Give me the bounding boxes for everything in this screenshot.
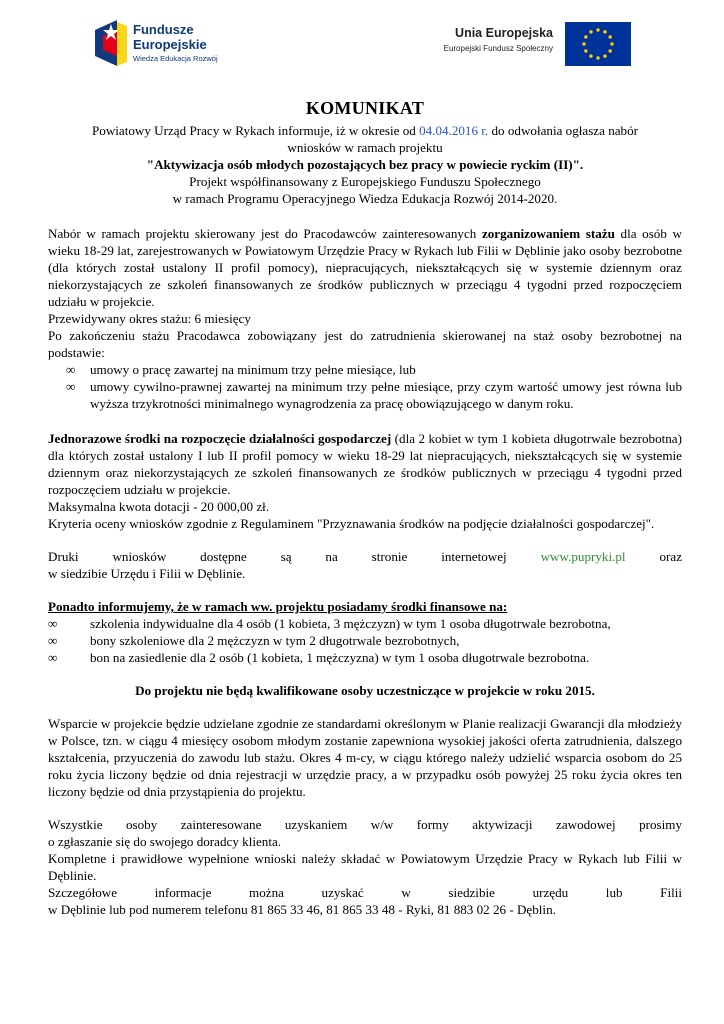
european-funds-star-icon [95,20,127,66]
fe-logo-line3: Wiedza Edukacja Rozwój [133,54,218,63]
grant-criteria: Kryteria oceny wniosków zgodnie z Regulaminem "Przyznawania środków na podjęcie działalności gospodarczej". [48,516,655,531]
infinity-bullet-icon: ∞ [66,379,76,394]
eu-star-icon [596,56,599,59]
grant-bold: Jednorazowe środki na rozpoczęcie działalności gospodarczej [48,431,392,446]
european-funds-logo [95,20,245,68]
grant-text: (dla 2 kobiet w tym 1 kobieta długotrwale bezrobotna) dla których został ustalony I lub II profil pomocy w wieku 18-29 lat niepracujących, niekształcących się w systemie dziennym oraz niekorzystających ze szkoleń finansowanych ze środków publicznych w przeciągu 4 tygodni przed rozpoczęciem udziału w projekcie. [48,431,682,497]
eu-logo-name: Unia Europejska [455,26,553,40]
fe-logo-line1: Fundusze [133,22,194,37]
list-item [48,632,682,649]
internship-paragraph [48,225,682,310]
eu-star-icon [610,42,613,45]
internship-text: Nabór w ramach projektu skierowany jest do Pracodawców zainteresowanych [48,226,477,241]
list-item [48,649,682,666]
infinity-bullet-icon: ∞ [48,633,58,648]
eu-star-icon [603,30,606,33]
intro-text: Powiatowy Urząd Pracy w Rykach informuje, iż w okresie od [91,123,416,138]
funds-heading [48,598,682,615]
list-item-text: szkolenia indywidualne dla 4 osób (1 kobieta, 3 mężczyzn) w tym 1 osoba długotrwale bezrobotna, [90,616,611,631]
grant-amount: Maksymalna kwota dotacji - 20 000,00 zł. [48,499,270,514]
list-item [48,615,682,632]
website-link[interactable]: www.pupryki.pl [540,549,626,564]
intro-line1 [48,122,682,139]
list-item-text: umowy cywilno-prawnej zawartej na minimum trzy pełne miesiące, przy czym wartość umowy jest równa lub wyższa trzykrotności minimalnego wynagrodzenia za pracę obowiązującego w danym roku. [90,379,682,411]
project-title [48,156,682,173]
contact-line2: w Dęblinie lub pod numerem telefonu 81 865 33 46, 81 865 33 48 - Ryki, 81 883 02 26 - Dęblin. [48,902,556,917]
page-title: KOMUNIKAT [305,98,425,118]
submission-paragraph: Kompletne i prawidłowe wypełnione wnioski należy składać w Powiatowym Urzędzie Pracy w Rykach lub Filii w Dęblinie. [48,851,682,883]
internship-duration: Przewidywany okres stażu: 6 miesięcy [48,311,251,326]
eu-star-icon [582,42,585,45]
support-paragraph: Wsparcie w projekcie będzie udzielane zgodnie ze standardami określonym w Planie realizacji Gwarancji dla młodzieży w Polsce, tzn. w ciągu 4 miesięcy osobom młodym zostanie zapewniona wysokiej jakości oferta zatrudnienia, dalszego kształcenia, przyuczenia do zawodu lub stażu. Okres 4 m-cy, w ciągu którego należy udzielić wsparcia osobom do 25 roku życia liczony będzie od dnia rejestracji w urzędzie pracy, a w przypadku osób powyżej 25 roku życia okres ten liczony będzie od dnia przystąpienia do projektu. [48,716,682,799]
forms-line2: w siedzibie Urzędu i Filii w Dęblinie. [48,566,246,581]
list-item [48,378,682,412]
start-date: 04.04.2016 r. [419,123,489,138]
infinity-bullet-icon: ∞ [48,616,58,631]
grant-paragraph [48,430,682,498]
cofinance-line2: w ramach Programu Operacyjnego Wiedza Edukacja Rozwój 2014-2020. [172,191,558,206]
eu-logo [425,22,635,68]
forms-text-end: oraz [659,549,682,564]
funds-heading-text: Ponadto informujemy, że w ramach ww. projektu posiadamy środki finansowe na: [48,599,508,614]
intro-line2: wniosków w ramach projektu [287,140,443,155]
forms-line1 [48,548,682,565]
eu-flag-icon [565,22,631,66]
list-item [48,361,682,378]
eu-star-icon [608,35,611,38]
employment-obligation: Po zakończeniu stażu Pracodawca zobowiązany jest do zatrudnienia skierowanej na staż osoby bezrobotnej na podstawie: [48,328,682,360]
infinity-bullet-icon: ∞ [66,362,76,377]
eu-star-icon [589,30,592,33]
eu-star-icon [596,28,599,31]
internship-text-end: dla osób w wieku 18-29 lat, zarejestrowanych w Powiatowym Urzędzie Pracy w Rykach lub Filii w Dęblinie jako osoby bezrobotne (dla których został ustalony II profil pomocy), niepracujących, niekształcących się w systemie dziennym oraz niekorzystających ze szkoleń finansowanych ze środków publicznych w przeciągu 4 tygodni przed rozpoczęciem udziału w projekcie. [48,226,682,309]
project-name: "Aktywizacja osób młodych pozostających bez pracy w powiecie ryckim (II)". [146,157,584,172]
list-item-text: bon na zasiedlenie dla 2 osób (1 kobieta, 1 mężczyzna) w tym 1 osoba długotrwale bezrobotna. [90,650,590,665]
eu-star-icon [584,35,587,38]
cofinance-line1: Projekt współfinansowany z Europejskiego Funduszu Społecznego [189,174,541,189]
eu-logo-fund: Europejski Fundusz Społeczny [443,44,553,53]
intro-text-end: do odwołania ogłasza nabór [491,123,639,138]
contact-line1: Szczegółowe informacje można uzyskać w siedzibie urzędu lub Filii [48,885,682,900]
list-item-text: bony szkoleniowe dla 2 mężczyzn w tym 2 długotrwale bezrobotnych, [90,633,460,648]
internship-bold: zorganizowaniem stażu [481,226,615,241]
fe-logo-line2: Europejskie [133,37,207,52]
announcement [48,97,682,918]
closing-line1: Wszystkie osoby zainteresowane uzyskaniem w/w formy aktywizacji zawodowej prosimy [48,817,682,832]
eu-star-icon [603,54,606,57]
forms-text: Druki wniosków dostępne są na stronie internetowej [48,549,507,564]
eu-star-icon [608,49,611,52]
closing-line2: o zgłaszanie się do swojego doradcy klienta. [48,834,282,849]
infinity-bullet-icon: ∞ [48,650,58,665]
exclusion-notice [48,682,682,699]
eu-star-icon [589,54,592,57]
exclusion-notice-text: Do projektu nie będą kwalifikowane osoby uczestniczące w projekcie w roku 2015. [135,683,595,698]
list-item-text: umowy o pracę zawartej na minimum trzy pełne miesiące, lub [90,362,416,377]
eu-star-icon [584,49,587,52]
